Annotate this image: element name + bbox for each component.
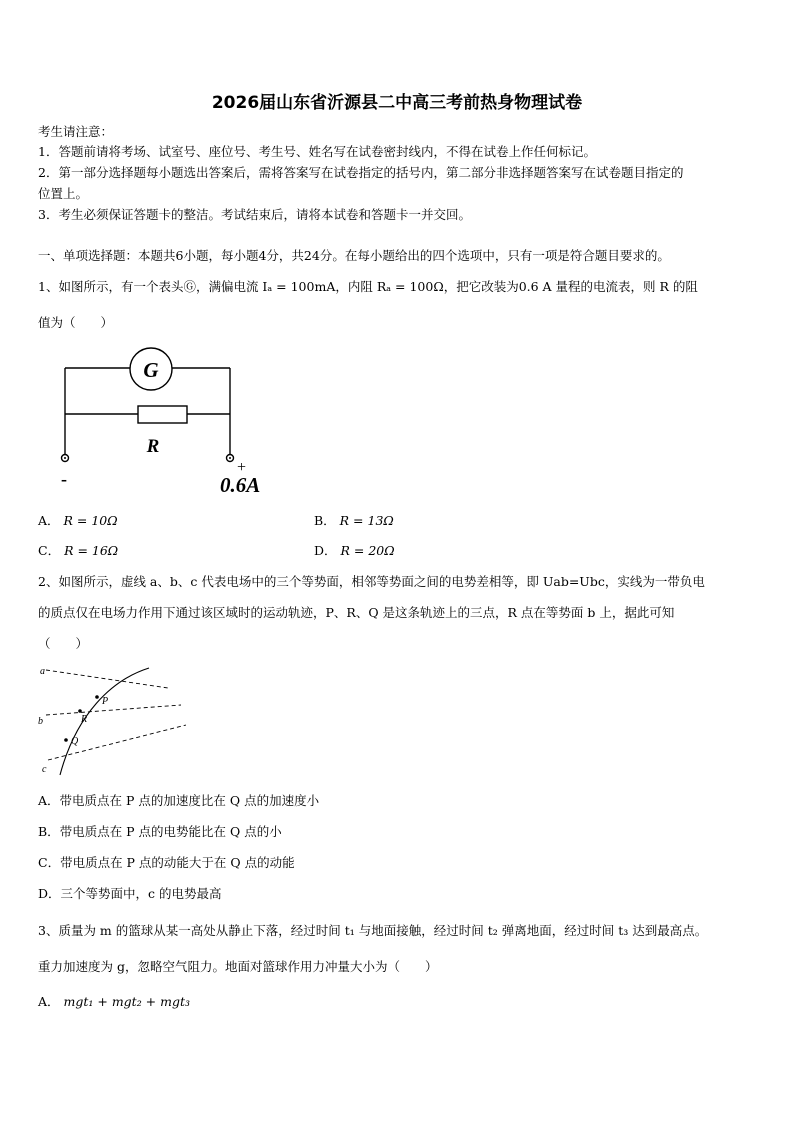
section-heading: 一、单项选择题：本题共6小题，每小题4分，共24分。在每小题给出的四个选项中，只有一项是符合题目要求的。: [38, 248, 670, 263]
option-key: B．: [314, 513, 336, 528]
notice-item: 2．第一部分选择题每小题选出答案后，需将答案写在试卷指定的括号内，第二部分非选择题答案写在试卷题目指定的: [38, 165, 684, 180]
notice-item: 1．答题前请将考场、试室号、座位号、考生号、姓名写在试卷密封线内，不得在试卷上作任何标记。: [38, 144, 596, 159]
option-key: A．: [38, 513, 60, 528]
notice-item: 位置上。: [38, 186, 89, 201]
q1-option-d[interactable]: [314, 541, 395, 559]
option-key: C．: [38, 543, 61, 558]
notice-heading: 考生请注意：: [38, 124, 114, 139]
q3-stem-line1: 3、质量为 m 的篮球从某一高处从静止下落，经过时间 t₁ 与地面接触，经过时间 t₂ 弹离地面，经过时间 t₃ 达到最高点。: [38, 923, 708, 938]
point-q: [64, 738, 68, 742]
q2-option-b[interactable]: [38, 822, 282, 840]
option-key: A．: [38, 994, 60, 1009]
q2-stem-line3: （ ）: [38, 636, 89, 651]
q3-stem-line2: 重力加速度为 g，忽略空气阻力。地面对篮球作用力冲量大小为（ ）: [38, 959, 438, 974]
equipotential-c: [48, 725, 186, 760]
resistor-label: R: [146, 436, 160, 457]
option-text: 带电质点在 P 点的电势能比在 Q 点的小: [59, 824, 282, 839]
notice-item: 3．考生必须保证答题卡的整洁。考试结束后，请将本试卷和答题卡一并交回。: [38, 207, 471, 222]
label-p: P: [102, 696, 109, 707]
galvanometer-label: G: [143, 358, 159, 382]
range-label: 0.6A: [220, 473, 261, 497]
q2-field-figure: [36, 660, 186, 778]
q1-stem-line1: 1、如图所示，有一个表头Ⓖ，满偏电流 Iₐ = 100mA，内阻 Rₐ = 100Ω，把它改装为0.6 A 量程的电流表，则 R 的阻: [38, 279, 698, 294]
option-key: B．: [38, 824, 60, 839]
q2-option-a[interactable]: [38, 791, 319, 809]
label-c: c: [42, 764, 47, 775]
label-q: Q: [71, 736, 79, 747]
point-r: [78, 709, 82, 713]
q2-stem-line2: 的质点仅在电场力作用下通过该区域时的运动轨迹，P、R、Q 是这条轨迹上的三点，R 点在等势面 b 上，据此可知: [38, 605, 675, 620]
q2-stem-line1: 2、如图所示，虚线 a、b、c 代表电场中的三个等势面，相邻等势面之间的电势差相等，即 Uab=Ubc，实线为一带负电: [38, 574, 705, 589]
option-key: D．: [314, 543, 337, 558]
q1-stem-line2: 值为（ ）: [38, 315, 114, 330]
option-text: R = 16Ω: [64, 543, 119, 558]
option-text: 带电质点在 P 点的加速度比在 Q 点的加速度小: [59, 793, 320, 808]
option-text: 带电质点在 P 点的动能大于在 Q 点的动能: [60, 855, 295, 870]
q2-option-d[interactable]: [38, 884, 222, 902]
page-title: 2026届山东省沂源县二中高三考前热身物理试卷: [211, 93, 583, 113]
resistor-symbol: [138, 406, 187, 423]
equipotential-b: [46, 705, 181, 715]
q1-circuit-figure: [50, 345, 280, 500]
option-text: R = 10Ω: [63, 513, 118, 528]
minus-label: -: [61, 469, 67, 489]
q1-option-b[interactable]: [314, 511, 394, 529]
option-text: 三个等势面中，c 的电势最高: [60, 886, 222, 901]
q2-option-c[interactable]: [38, 853, 295, 871]
plus-label: +: [237, 459, 247, 476]
trajectory-curve: [60, 668, 149, 775]
q1-option-c[interactable]: [38, 541, 118, 559]
label-r: R: [81, 714, 88, 725]
point-p: [95, 695, 99, 699]
option-key: C．: [38, 855, 61, 870]
equipotential-a: [46, 670, 168, 688]
option-text: R = 13Ω: [339, 513, 394, 528]
option-key: A．: [38, 793, 60, 808]
option-text: R = 20Ω: [340, 543, 395, 558]
label-a: a: [40, 666, 45, 677]
q1-option-a[interactable]: [38, 511, 118, 529]
option-key: D．: [38, 886, 61, 901]
option-text: mgt₁ + mgt₂ + mgt₃: [63, 994, 191, 1009]
label-b: b: [38, 716, 43, 727]
q3-option-a[interactable]: [38, 992, 190, 1010]
